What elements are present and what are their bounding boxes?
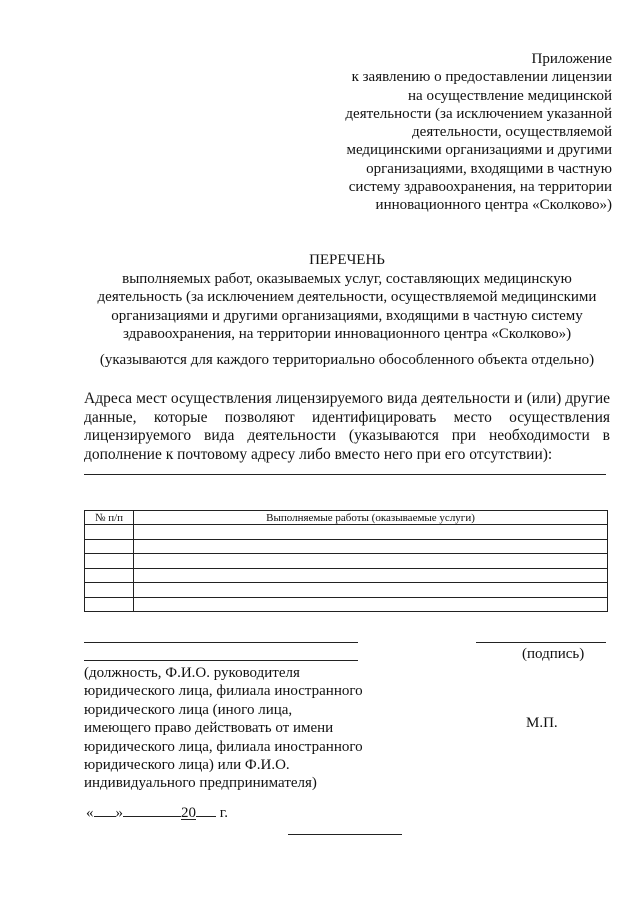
table-row bbox=[85, 539, 608, 554]
table-cell[interactable] bbox=[134, 539, 608, 554]
date-open-quote: « bbox=[86, 805, 94, 821]
caption-line: индивидуального предпринимателя) bbox=[84, 775, 317, 792]
table-row bbox=[85, 525, 608, 540]
word: в bbox=[602, 427, 610, 444]
year-blank[interactable] bbox=[196, 802, 216, 817]
works-table bbox=[84, 510, 608, 612]
table-cell[interactable] bbox=[85, 568, 134, 583]
word: лицензируемого bbox=[275, 390, 383, 407]
table-cell[interactable] bbox=[134, 525, 608, 540]
table-cell[interactable] bbox=[134, 583, 608, 598]
subtitle-line: выполняемых работ, оказываемых услуг, составляющих медицинскую bbox=[122, 271, 572, 287]
position-caption bbox=[84, 664, 384, 793]
word: (или) bbox=[526, 390, 562, 407]
word: необходимости bbox=[488, 427, 590, 444]
word: и bbox=[514, 390, 523, 407]
table-row bbox=[85, 554, 608, 569]
caption-line: юридического лица, филиала иностранного bbox=[84, 683, 363, 700]
table-cell[interactable] bbox=[85, 554, 134, 569]
subtitle-line: здравоохранения, на территории инновационного центра «Сколково») bbox=[122, 326, 572, 343]
word: другие bbox=[565, 390, 610, 407]
table-row bbox=[85, 597, 608, 612]
appendix-header bbox=[282, 50, 612, 215]
month-blank[interactable] bbox=[123, 802, 181, 817]
signature-line[interactable] bbox=[476, 642, 606, 643]
table-cell[interactable] bbox=[134, 568, 608, 583]
day-blank[interactable] bbox=[94, 802, 116, 817]
document-title: ПЕРЕЧЕНЬ bbox=[309, 252, 385, 268]
address-line bbox=[84, 409, 610, 428]
signature-caption: (подпись) bbox=[522, 646, 585, 662]
word: лицензируемого bbox=[84, 427, 192, 444]
year-prefix: 20 bbox=[181, 805, 196, 821]
word: осуществления bbox=[170, 390, 272, 407]
word: идентифицировать bbox=[311, 408, 437, 426]
word: деятельности bbox=[421, 390, 511, 407]
address-line bbox=[84, 427, 610, 446]
word: (указываются bbox=[348, 427, 439, 444]
address-line bbox=[84, 390, 610, 409]
subtitle-line: организациями и другими организациями, входящими в частную систему bbox=[111, 307, 583, 324]
bottom-signature-line[interactable] bbox=[288, 834, 402, 835]
caption-line: юридического лица, филиала иностранного bbox=[84, 738, 363, 755]
position-name-line[interactable] bbox=[84, 642, 358, 643]
document-subtitle bbox=[84, 270, 610, 344]
appendix-line: организациями, входящими в частную bbox=[366, 160, 612, 177]
appendix-line: Приложение bbox=[531, 51, 612, 67]
column-header: № п/п bbox=[85, 511, 134, 525]
appendix-line: деятельности (за исключением указанной bbox=[345, 105, 612, 122]
table-header-row bbox=[85, 511, 608, 525]
caption-line: юридического лица (иного лица, bbox=[84, 701, 293, 718]
word: позволяют bbox=[224, 408, 295, 426]
word: при bbox=[451, 427, 477, 444]
year-suffix: г. bbox=[219, 805, 228, 821]
column-header: Выполняемые работы (оказываемые услуги) bbox=[134, 511, 608, 525]
table-row bbox=[85, 568, 608, 583]
word: место bbox=[453, 408, 492, 426]
word: мест bbox=[136, 390, 167, 407]
date-field bbox=[86, 802, 228, 822]
address-paragraph bbox=[84, 390, 610, 464]
address-line: дополнение к почтовому адресу либо вместо него при его отсутствии): bbox=[84, 445, 553, 463]
table-cell[interactable] bbox=[85, 525, 134, 540]
position-name-line[interactable] bbox=[84, 660, 358, 661]
word: осуществления bbox=[509, 408, 610, 426]
appendix-line: деятельности, осуществляемой bbox=[412, 124, 612, 141]
date-close-quote: » bbox=[115, 805, 123, 821]
appendix-line: на осуществление медицинской bbox=[408, 87, 612, 104]
appendix-line: медицинскими организациями и другими bbox=[346, 142, 612, 159]
word: вида bbox=[204, 427, 235, 444]
table-row bbox=[85, 583, 608, 598]
table-cell[interactable] bbox=[85, 583, 134, 598]
word: которые bbox=[153, 408, 208, 426]
subtitle-line: деятельность (за исключением деятельности, осуществляемой медицинскими bbox=[97, 289, 597, 306]
appendix-line: инновационного центра «Сколково») bbox=[375, 197, 612, 214]
address-fill-line[interactable] bbox=[84, 474, 606, 475]
word: данные, bbox=[84, 408, 137, 426]
table-cell[interactable] bbox=[134, 597, 608, 612]
caption-line: юридического лица) или Ф.И.О. bbox=[84, 757, 290, 774]
caption-line: имеющего право действовать от имени bbox=[84, 720, 334, 737]
caption-line: (должность, Ф.И.О. руководителя bbox=[84, 665, 300, 681]
appendix-line: систему здравоохранения, на территории bbox=[348, 179, 612, 196]
table-cell[interactable] bbox=[85, 597, 134, 612]
table-cell[interactable] bbox=[134, 554, 608, 569]
object-note: (указываются для каждого территориально обособленного объекта отдельно) bbox=[99, 352, 595, 368]
table-cell[interactable] bbox=[85, 539, 134, 554]
seal-placeholder: М.П. bbox=[526, 715, 558, 731]
word: вида bbox=[387, 390, 418, 407]
word: Адреса bbox=[84, 390, 133, 407]
word: деятельности bbox=[247, 427, 337, 444]
appendix-line: к заявлению о предоставлении лицензии bbox=[351, 69, 612, 86]
